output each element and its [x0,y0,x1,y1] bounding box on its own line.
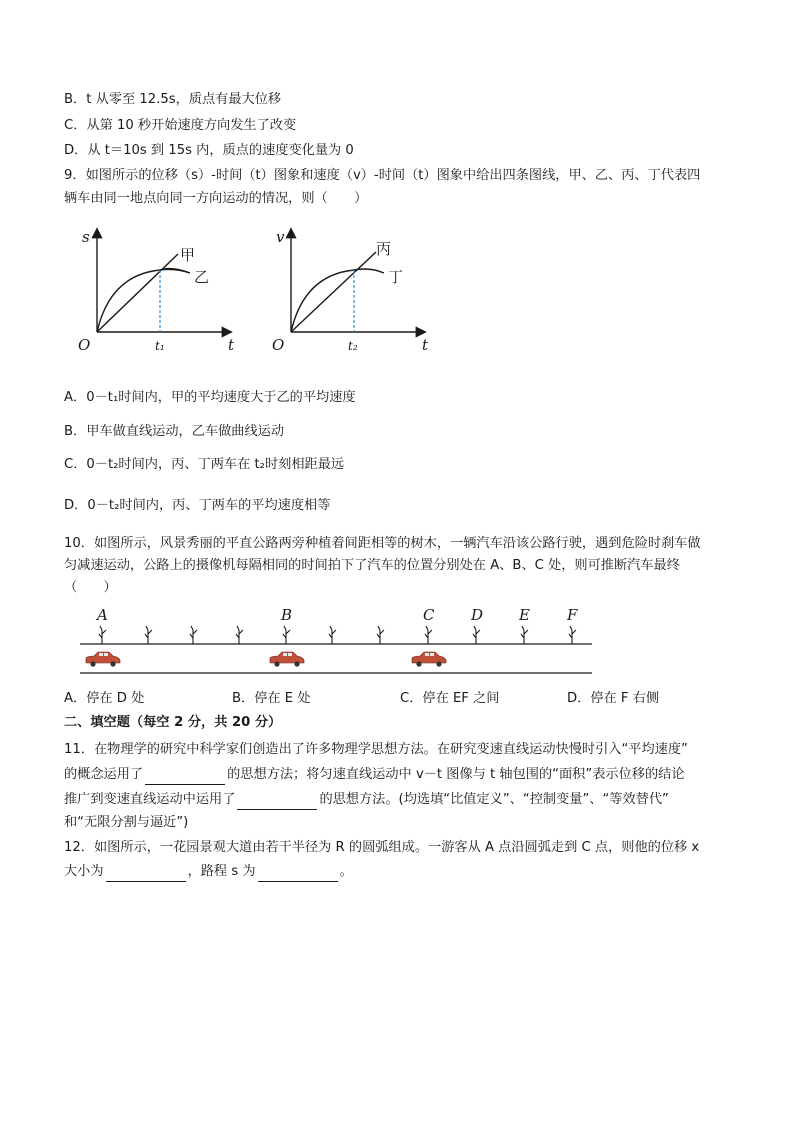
q12-line2-mid: ，路程 s 为 [187,864,256,879]
roadside-tree [236,626,243,644]
st-tick-t1: t₁ [155,339,165,353]
position-label-a: A [97,606,108,624]
q11-line3 [64,790,669,810]
q10-option-d: D．停在 F 右侧 [567,691,660,706]
q8-option-d: D．从 t＝10s 到 15s 内，质点的速度变化量为 0 [64,143,354,158]
q10-stem-line1: 10．如图所示，风景秀丽的平直公路两旁种植着间距相等的树木，一辆汽车沿该公路行驶，遇到危险时刹车做 [64,536,701,551]
q8-option-b: B．t 从零至 12.5s，质点有最大位移 [64,92,282,107]
q12-line2-end: 。 [339,864,353,879]
q8-option-c: C．从第 10 秒开始速度方向发生了改变 [64,118,297,133]
q11-blank-2[interactable] [237,795,317,810]
roadside-tree [329,626,336,644]
st-x-label: t [228,336,235,354]
label-ding: 丁 [388,268,404,286]
st-origin: O [78,336,91,354]
roadside-tree [521,626,528,644]
position-label-b: B [281,606,293,624]
q10-stem-line2: 匀减速运动，公路上的摄像机每隔相同的时间拍下了汽车的位置分别处在 A、B、C 处，则可推断汽车最终 [64,558,680,573]
q11-line1: 11．在物理学的研究中科学家们创造出了许多物理学思想方法。在研究变速直线运动快慢时引入“平均速度” [64,742,688,757]
q9-stem-line1: 9．如图所示的位移（s）-时间（t）图象和速度（v）-时间（t）图象中给出四条图线，甲、乙、丙、丁代表四 [64,168,701,183]
q11-blank-1[interactable] [145,770,225,785]
q11-line3-suffix: 的思想方法。(均选填“比值定义”、“控制变量”、“等效替代” [319,792,669,807]
vt-tick-t2: t₂ [348,339,358,353]
vt-y-label: v [276,228,285,246]
q10-option-c: C．停在 EF 之间 [400,691,500,706]
car-c [412,652,446,667]
car-b [270,652,304,667]
roadside-tree [283,626,290,644]
q12-line1: 12．如图所示，一花园景观大道由若干半径为 R 的圆弧组成。一游客从 A 点沿圆弧走到 C 点，则他的位移 x [64,840,700,855]
curve-ding [291,269,384,332]
label-bing: 丙 [376,240,392,258]
vt-x-label: t [422,336,429,354]
section-heading-fill-blank: 二、填空题（每空 2 分，共 20 分） [64,715,282,730]
q12-blank-distance[interactable] [258,867,338,882]
q10-stem-line3: （ ） [64,580,117,595]
line-bing [291,252,376,332]
q11-line3-prefix: 推广到变速直线运动中运用了 [64,792,236,807]
q9-stem-line2: 辆车由同一地点向同一方向运动的情况，则（ ） [64,191,368,206]
q10-option-a: A．停在 D 处 [64,691,145,706]
q9-figure [70,220,450,360]
q11-line2-suffix: 的思想方法；将匀速直线运动中 v－t 图像与 t 轴包围的“面积”表示位移的结论 [227,767,685,782]
curve-yi [97,269,190,332]
position-label-c: C [423,606,435,624]
q11-line2-prefix: 的概念运用了 [64,767,144,782]
q12-line2-prefix: 大小为 [64,864,104,879]
q10-option-b: B．停在 E 处 [232,691,311,706]
q12-line2 [64,862,353,882]
label-jia: 甲 [180,246,196,264]
q11-line4: 和“无限分割与逼近”) [64,815,189,830]
q12-blank-displacement[interactable] [106,867,186,882]
roadside-tree [99,626,106,644]
q10-road-figure [76,600,596,680]
car-a [86,652,120,667]
q11-line2 [64,765,685,785]
label-yi: 乙 [194,268,210,286]
q9-option-a: A．0－t₁时间内，甲的平均速度大于乙的平均速度 [64,390,356,405]
position-label-d: D [471,606,484,624]
line-jia [97,254,178,332]
roadside-tree [569,626,576,644]
vt-origin: O [272,336,285,354]
q9-option-b: B．甲车做直线运动，乙车做曲线运动 [64,424,285,439]
position-label-f: F [567,606,578,624]
vt-graph [272,228,429,354]
roadside-tree [145,626,152,644]
roadside-tree [425,626,432,644]
st-graph [78,228,235,354]
roadside-tree [377,626,384,644]
q9-option-d: D．0－t₂时间内，丙、丁两车的平均速度相等 [64,498,331,513]
position-label-e: E [519,606,530,624]
roadside-tree [473,626,480,644]
st-y-label: s [82,228,90,246]
roadside-tree [190,626,197,644]
q9-option-c: C．0－t₂时间内，丙、丁两车在 t₂时刻相距最远 [64,457,345,472]
